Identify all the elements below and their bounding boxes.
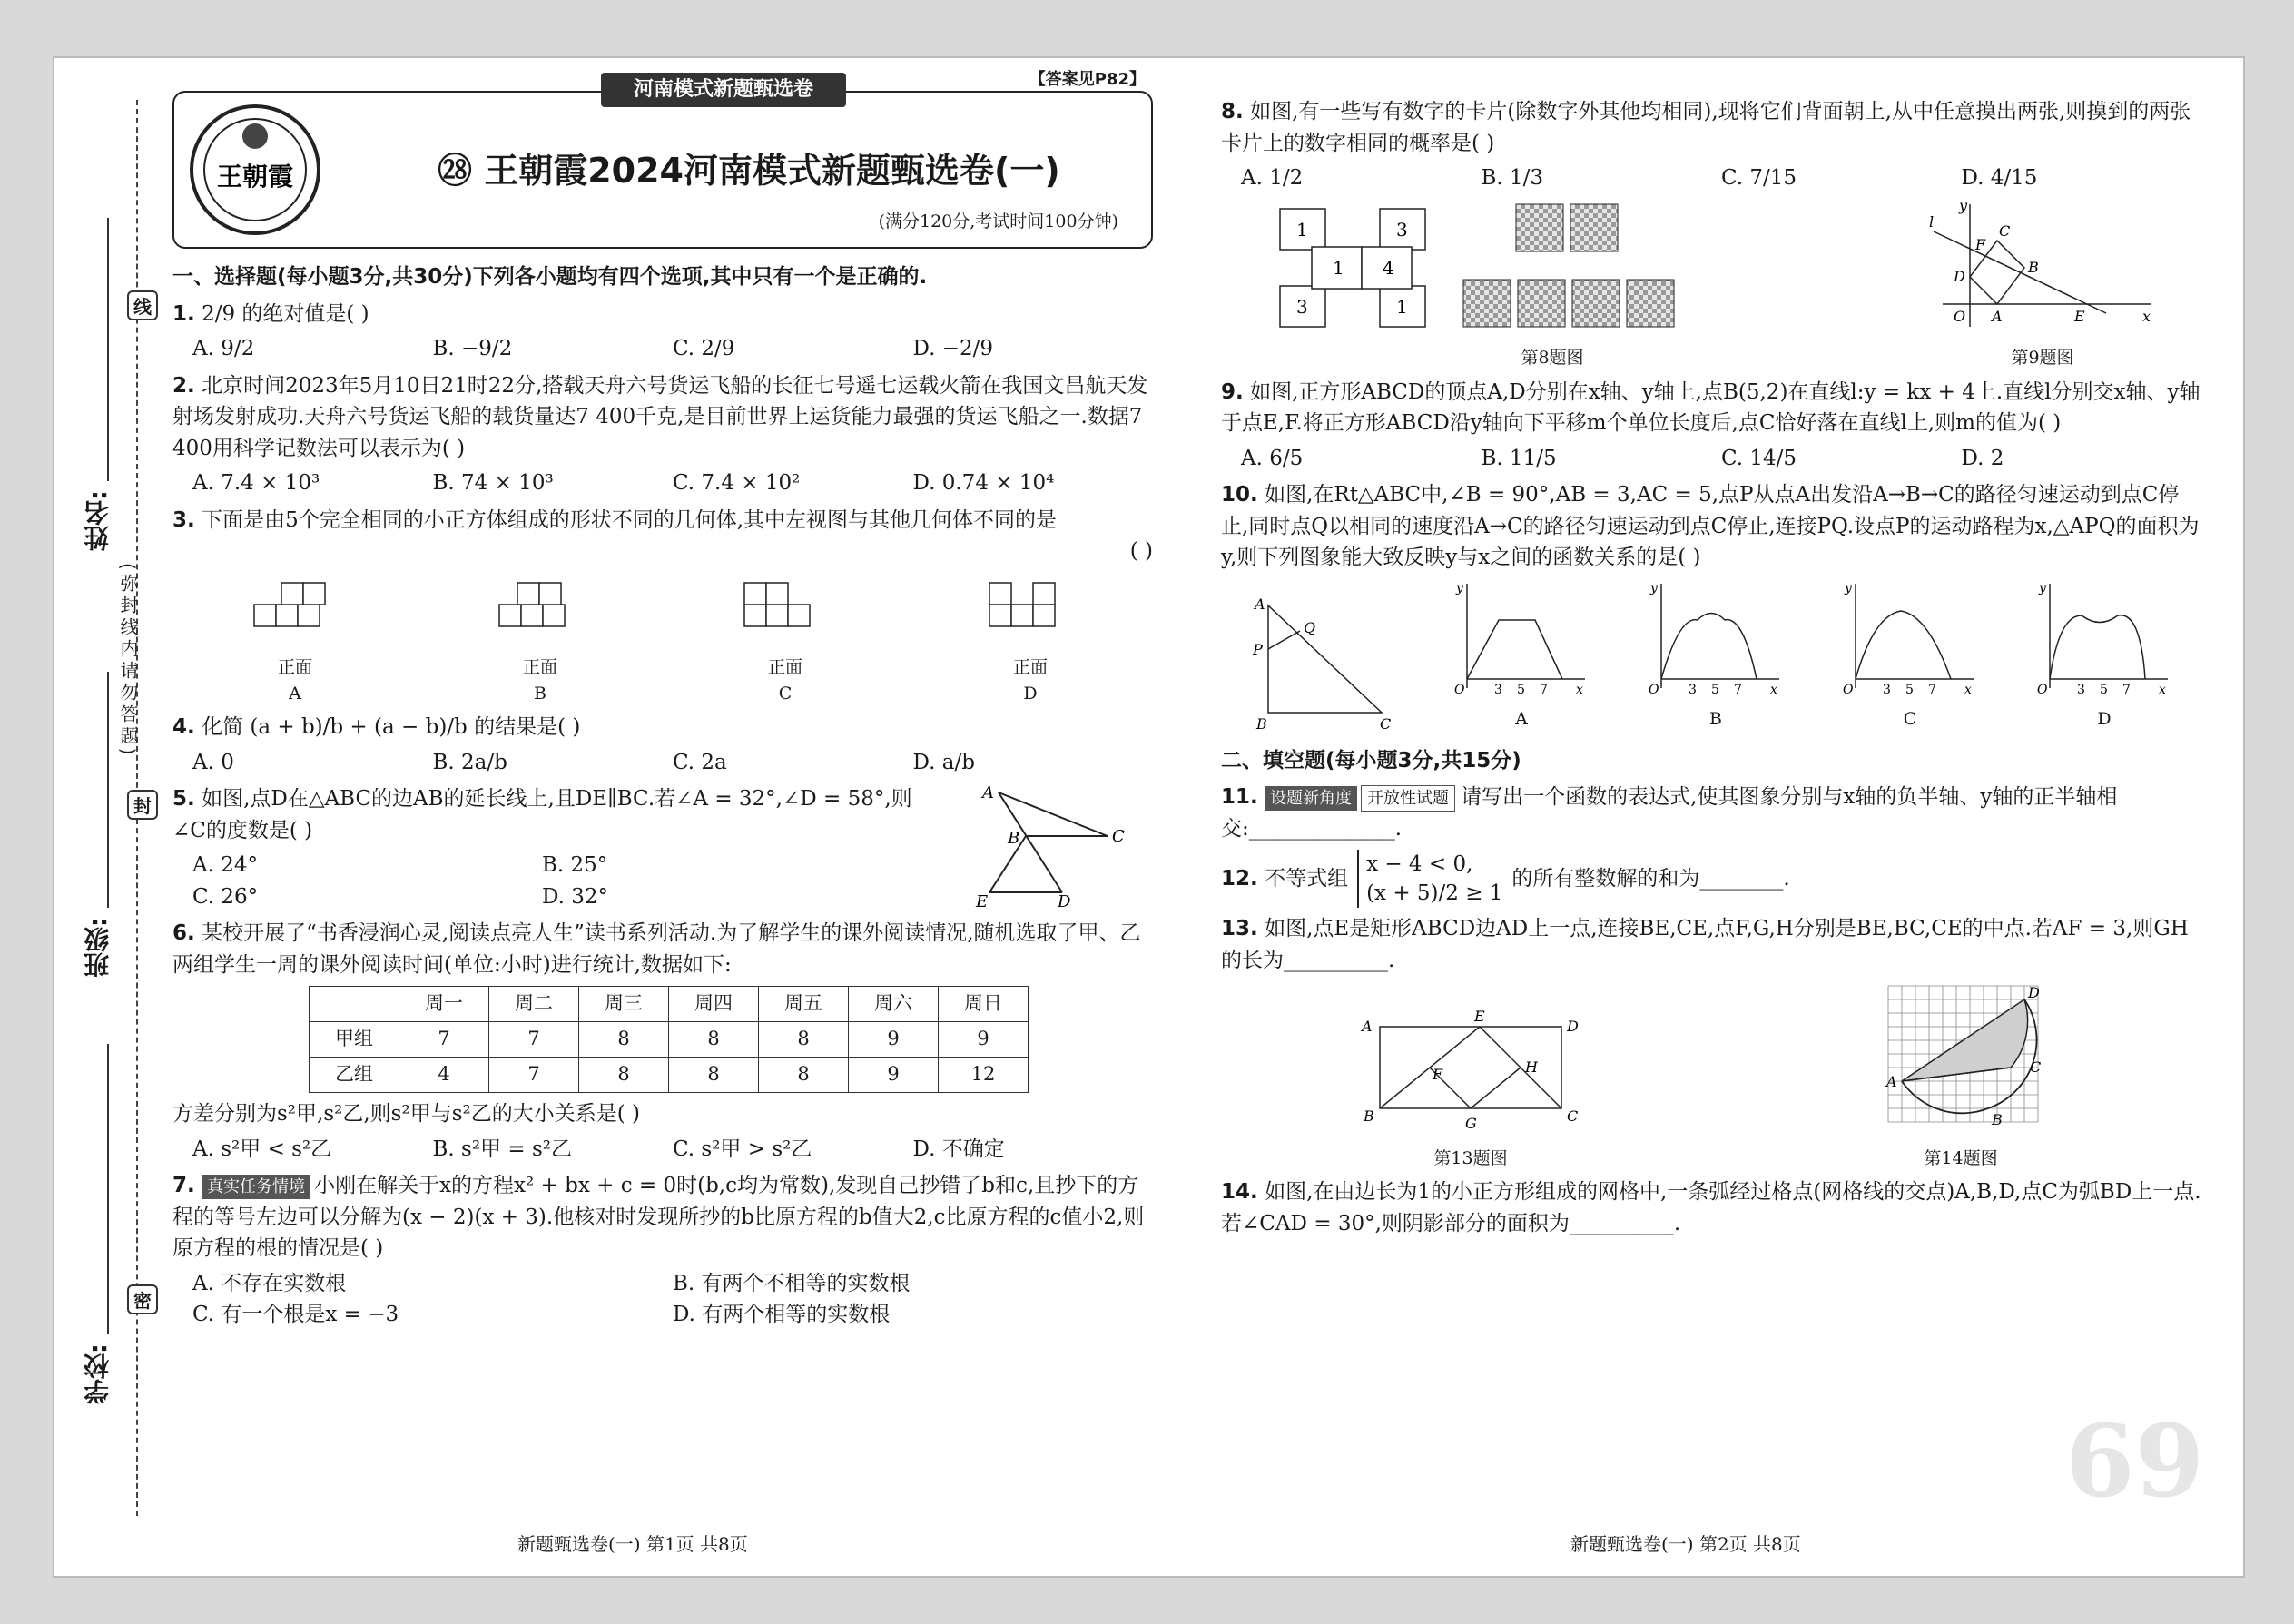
exam-subtitle: (满分120分,考试时间100分钟) (878, 212, 1118, 231)
q13-blank[interactable]: __________. (1284, 948, 1395, 972)
school-label: 学校: (83, 1343, 113, 1405)
svg-text:O: O (1649, 682, 1659, 697)
exam-title: ㉘ 王朝霞2024河南模式新题甄选卷(一) (438, 151, 1060, 191)
svg-text:B: B (1992, 1111, 2003, 1129)
question-3: 3. 下面是由5个完全相同的小正方体组成的形状不同的几何体,其中左视图与其他几何体不同的是 ( ) 正面 A 正面 B 正面 C 正面 D (172, 505, 1153, 707)
svg-text:E: E (2074, 307, 2085, 325)
svg-text:E: E (976, 892, 989, 910)
q9-text: 如图,正方形ABCD的顶点A,D分别在x轴、y轴上,点B(5,2)在直线l:y = kx + 4上.直线l分别交x轴、y轴于点E,F.将正方形ABCD沿y轴向下平移m个单位长度后,点C恰好落在直线l上,则m的值为( ) (1221, 379, 2200, 435)
q1-option-b[interactable]: B. −9/2 (432, 337, 513, 360)
q9-figure (1925, 200, 2161, 371)
school-field[interactable] (107, 1044, 109, 1334)
q4-options (192, 747, 1153, 779)
q12-inequality-2: (x + 5)/2 ≥ 1 (1366, 881, 1503, 906)
q12-inequality-1: x − 4 < 0, (1366, 852, 1473, 876)
q7-text: 小刚在解关于x的方程x² + bx + c = 0时(b,c均为常数),发现自己抄错了b和c,且抄下的方程的等号左边可以分解为(x − 2)(x + 3).他核对时发现所抄的b比原方程的b值大2,c比原方程的c值小2,则原方程的根的情况是( ) (172, 1174, 1145, 1260)
q2-option-d[interactable]: D. 0.74 × 10⁴ (912, 471, 1055, 495)
svg-text:y: y (1456, 580, 1463, 595)
svg-text:A: A (1362, 1018, 1373, 1036)
svg-text:D: D (1058, 892, 1071, 910)
svg-text:H: H (1525, 1058, 1538, 1077)
binding-warning: (弥封线内请勿答题) (117, 563, 139, 759)
svg-text:B: B (1256, 714, 1267, 733)
question-5: 5. 如图,点D在△ABC的边AB的延长线上,且DE∥BC.若∠A = 32°,∠D = 58°,则∠C的度数是( ) A. 24° B. 25° C. 26° D. 32° A B C E D (172, 783, 1153, 912)
q13-caption: 第13题图 (1433, 1147, 1508, 1168)
svg-text:5: 5 (1517, 682, 1525, 697)
right-footer: 新题甄选卷(一) 第2页 共8页 (1570, 1533, 1801, 1555)
q8-options (1241, 162, 2201, 194)
q2-text: 北京时间2023年5月10日21时22分,搭载天舟六号货运飞船的长征七号遥七运载火箭在我国文昌航天发射场发射成功.天舟六号货运飞船的载货量达7 400千克,是目前世界上运货能力最强的货运飞船之一.数据7 400用科学记数法可以表示为( ) (172, 373, 1148, 460)
svg-text:x: x (1964, 682, 1972, 697)
svg-text:x: x (1576, 682, 1583, 697)
q14-text: 如图,在由边长为1的小正方形组成的网格中,一条弧经过格点(网格线的交点)A,B,D,点C为弧BD上一点.若∠CAD = 30°,则阴影部分的面积为 (1221, 1180, 2201, 1235)
q8-q9-figures (1221, 200, 2201, 371)
q8-text: 如图,有一些写有数字的卡片(除数字外其他均相同),现将它们背面朝上,从中任意摸出两张,则摸到的两张卡片上的数字相同的概率是( ) (1221, 100, 2191, 155)
question-8: 8. 如图,有一些写有数字的卡片(除数字外其他均相同),现将它们背面朝上,从中任意摸出两张,则摸到的两张卡片上的数字相同的概率是( ) A. 1/2 B. 1/3 C. 7/15 D. 4/15 (1221, 96, 2201, 194)
q1-text: 2/9 的绝对值是( ) (202, 301, 369, 326)
q1-option-c[interactable]: C. 2/9 (673, 337, 735, 360)
svg-text:l: l (1929, 212, 1935, 231)
question-9: 9. 如图,正方形ABCD的顶点A,D分别在x轴、y轴上,点B(5,2)在直线l:y = kx + 4上.直线l分别交x轴、y轴于点E,F.将正方形ABCD沿y轴向下平移m个单位长度后,点C恰好落在直线l上,则m的值为( ) A. 6/5 B. 11/5 C. 14/5 D. 2 (1221, 377, 2201, 475)
answer-reference: 【答案见P82】 (1029, 70, 1146, 89)
q6-after-text: 方差分别为s²甲,s²乙,则s²甲与s²乙的大小关系是( ) (172, 1102, 640, 1126)
q10-graph-c[interactable]: y O 3 5 7 x C (1843, 580, 1972, 729)
q4-option-c[interactable]: C. 2a (673, 750, 727, 774)
q10-graph-b[interactable]: y O 3 5 7 x B (1649, 580, 1777, 729)
question-2: 2. 北京时间2023年5月10日21时22分,搭载天舟六号货运飞船的长征七号遥七运载火箭在我国文昌航天发射场发射成功.天舟六号货运飞船的载货量达7 400千克,是目前世界上运货能力最强的货运飞船之一.数据7 400用科学记数法可以表示为( ) A. 7.4 × 10³ B. 74 × 10³ C. 7.4 × 10² D. 0.74 × 10⁴ (172, 370, 1153, 499)
q5-text: 如图,点D在△ABC的边AB的延长线上,且DE∥BC.若∠A = 32°,∠D = 58°,则∠C的度数是( ) (172, 787, 912, 842)
q6-option-c[interactable]: C. s²甲 > s²乙 (673, 1137, 812, 1161)
q5-figure (971, 783, 1153, 910)
page-number-watermark: 69 (2065, 1403, 2205, 1520)
q4-option-a[interactable]: A. 0 (192, 750, 234, 774)
q7-option-d[interactable]: D. 有两个相等的实数根 (673, 1303, 891, 1326)
q11-tag-1: 设题新角度 (1265, 786, 1357, 811)
q3-front-label: 正面 (277, 657, 312, 677)
svg-text:y: y (1959, 199, 1968, 214)
svg-text:1: 1 (1296, 218, 1308, 241)
q1-option-a[interactable]: A. 9/2 (192, 337, 255, 360)
table-row: 甲组 7 7 8 8 8 9 9 (310, 1022, 1029, 1058)
q1-option-d[interactable]: D. −2/9 (912, 337, 994, 360)
svg-text:D: D (2028, 984, 2040, 1002)
svg-text:Q: Q (1304, 618, 1316, 636)
q8-caption: 第8题图 (1521, 348, 1584, 368)
table-row: 乙组 4 7 8 8 8 9 12 (310, 1058, 1029, 1093)
q3-paren: ( ) (1129, 539, 1153, 563)
exam-banner (172, 70, 1153, 249)
q5-option-c[interactable]: C. 26° (192, 884, 259, 909)
q7-option-a[interactable]: A. 不存在实数根 (192, 1271, 347, 1295)
svg-text:3: 3 (1883, 682, 1891, 697)
q6-option-b[interactable]: B. s²甲 = s²乙 (432, 1137, 572, 1161)
svg-text:5: 5 (1711, 682, 1719, 697)
q7-option-c[interactable]: C. 有一个根是x = −3 (192, 1303, 399, 1326)
q2-option-a[interactable]: A. 7.4 × 10³ (192, 471, 320, 495)
svg-text:x: x (1770, 682, 1777, 697)
q7-option-b[interactable]: B. 有两个不相等的实数根 (673, 1271, 911, 1295)
q14-caption: 第14题图 (1924, 1147, 1998, 1168)
banner-ribbon: 河南模式新题甄选卷 (601, 73, 846, 107)
q10-triangle (1245, 596, 1400, 733)
svg-text:x: x (2142, 307, 2151, 325)
svg-text:A: A (1255, 595, 1265, 613)
binding-mark-line: 线 (127, 290, 158, 320)
q3-figures (172, 573, 1153, 707)
svg-text:B: B (1364, 1107, 1374, 1126)
question-6: 6. 某校开展了“书香浸润心灵,阅读点亮人生”读书系列活动.为了解学生的课外阅读情况,随机选取了甲、乙两组学生一周的课外阅读时间(单位:小时)进行统计,数据如下: 周一 周二 周三 周四 周五 周六 周日 甲组 7 7 8 8 8 9 9 乙组 4 7 8 8 8 9 12 方差分别为s²甲,s²乙,则s²甲与s²乙的大小关系是( ) A. s²甲 < s²乙 B. s²甲 = s²乙 C. s²甲 > s²乙 D. 不确定 (172, 918, 1153, 1165)
section-2-heading: 二、填空题(每小题3分,共15分) (1221, 748, 1521, 773)
svg-text:3: 3 (1296, 295, 1308, 318)
svg-text:O: O (2037, 682, 2048, 697)
q9-option-a[interactable]: A. 6/5 (1241, 446, 1304, 470)
question-7: 7. 真实任务情境 小刚在解关于x的方程x² + bx + c = 0时(b,c均为常数),发现自己抄错了b和c,且抄下的方程的等号左边可以分解为(x − 2)(x + 3).他核对时发现所抄的b比原方程的b值大2,c比原方程的c值小2,则原方程的根的情况是( ) A. 不存在实数根 B. 有两个不相等的实数根 C. 有一个根是x = −3 D. 有两个相等的实数根 (172, 1170, 1153, 1331)
q13-text: 如图,点E是矩形ABCD边AD上一点,连接BE,CE,点F,G,H分别是BE,BC,CE的中点.若AF = 3,则GH的长为 (1221, 917, 2189, 972)
svg-text:C: C (1112, 827, 1125, 846)
svg-text:D: D (1567, 1018, 1579, 1036)
svg-text:G: G (1465, 1115, 1477, 1133)
svg-text:P: P (1253, 640, 1263, 658)
svg-text:7: 7 (1734, 682, 1742, 697)
q14-blank[interactable]: __________. (1569, 1211, 1681, 1235)
q14-figure (1852, 981, 2070, 1171)
left-column (172, 70, 1153, 1336)
q2-option-c[interactable]: C. 7.4 × 10² (673, 471, 801, 495)
svg-text:C: C (2030, 1058, 2042, 1077)
svg-text:3: 3 (1689, 682, 1697, 697)
svg-text:y: y (2039, 580, 2046, 595)
svg-text:A: A (1992, 307, 2003, 325)
q8-figure (1262, 200, 1843, 371)
q3-figure-d[interactable]: 正面 D (980, 573, 1080, 707)
question-1: 1. 2/9 的绝对值是( ) A. 9/2 B. −9/2 C. 2/9 D. −2/9 (172, 299, 1153, 365)
q9-option-d[interactable]: D. 2 (1961, 446, 2004, 470)
question-10: 10. 如图,在Rt△ABC中,∠B = 90°,AB = 3,AC = 5,点P从点A出发沿A→B→C的路径匀速运动到点C停止,同时点Q以相同的速度沿A→C的路径匀速运动到点C停止,连接PQ.设点P的运动路程为x,△APQ的面积为y,则下列图象能大致反映y与x之间的函数关系的是( ) A Q P B C y O 3 5 7 x A y O 3 5 7 x B y O 3 5 7 x C y O 3 5 7 x D (1221, 479, 2201, 733)
svg-text:O: O (1843, 682, 1854, 697)
q10-text: 如图,在Rt△ABC中,∠B = 90°,AB = 3,AC = 5,点P从点A出发沿A→B→C的路径匀速运动到点C停止,同时点Q以相同的速度沿A→C的路径匀速运动到点C停止,连接PQ.设点P的运动路程为x,△APQ的面积为y,则下列图象能大致反映y与x之间的函数关系的是( ) (1221, 483, 2200, 569)
svg-text:3: 3 (1396, 218, 1408, 241)
svg-text:A: A (982, 783, 994, 802)
q9-option-c[interactable]: C. 14/5 (1721, 446, 1797, 470)
q5-option-b[interactable]: B. 25° (542, 853, 608, 877)
svg-text:7: 7 (2122, 682, 2131, 697)
binding-mark-seal: 封 (127, 790, 158, 820)
q7-options (192, 1268, 1153, 1331)
q3-figure-a[interactable]: 正面 A (245, 573, 345, 707)
svg-text:O: O (1954, 307, 1966, 325)
question-11: 11. 设题新角度 开放性试题 请写出一个函数的表达式,使其图象分别与x轴的负半轴、y轴的正半轴相交:______________. (1221, 785, 2118, 841)
q6-options (192, 1134, 1153, 1166)
svg-text:B: B (1008, 829, 1020, 848)
svg-text:C: C (1380, 714, 1392, 733)
question-13: 13. 如图,点E是矩形ABCD边AD上一点,连接BE,CE,点F,G,H分别是BE,BC,CE的中点.若AF = 3,则GH的长为__________. (1221, 917, 2189, 972)
svg-text:y: y (1845, 580, 1852, 595)
q7-tag: 真实任务情境 (202, 1175, 310, 1199)
question-4: 4. 化简 (a + b)/b + (a − b)/b 的结果是( ) A. 0 B. 2a/b C. 2a D. a/b (172, 712, 1153, 778)
q12-blank[interactable]: ________. (1699, 866, 1790, 891)
q4-text: 化简 (a + b)/b + (a − b)/b 的结果是( ) (202, 715, 581, 739)
left-footer: 新题甄选卷(一) 第1页 共8页 (517, 1533, 748, 1555)
svg-text:5: 5 (1905, 682, 1914, 697)
svg-text:1: 1 (1333, 256, 1344, 279)
q8-option-a[interactable]: A. 1/2 (1241, 166, 1304, 190)
svg-text:F: F (1975, 235, 1986, 253)
svg-text:x: x (2159, 682, 2166, 697)
q11-blank[interactable]: ______________. (1248, 816, 1403, 841)
svg-text:7: 7 (1928, 682, 1936, 697)
q3-figure-c[interactable]: 正面 C (735, 573, 835, 707)
q10-figures (1221, 579, 2201, 733)
q2-option-b[interactable]: B. 74 × 10³ (432, 471, 554, 495)
class-field[interactable] (107, 672, 109, 908)
name-field[interactable] (107, 218, 109, 481)
svg-text:3: 3 (2077, 682, 2085, 697)
q11-text: 请写出一个函数的表达式,使其图象分别与x轴的负半轴、y轴的正半轴相交: (1221, 785, 2118, 841)
q9-option-b[interactable]: B. 11/5 (1481, 446, 1557, 470)
svg-text:B: B (2028, 258, 2039, 276)
q3-figure-b[interactable]: 正面 B (490, 573, 590, 707)
section-1-heading: 一、选择题(每小题3分,共30分)下列各小题均有四个选项,其中只有一个是正确的. (172, 265, 928, 289)
logo-text: 王朝霞 (216, 162, 294, 192)
q1-options (192, 333, 1153, 365)
q8-option-c[interactable]: C. 7/15 (1721, 166, 1797, 190)
q6-table (309, 986, 1029, 1093)
svg-text:C: C (1567, 1107, 1579, 1126)
question-12: 12. 不等式组 x − 4 < 0, (x + 5)/2 ≥ 1 的所有整数解的和为 ________. (1221, 850, 2201, 908)
right-column (1221, 91, 2201, 1245)
q10-graph-d[interactable]: y O 3 5 7 x D (2037, 580, 2166, 729)
svg-text:y: y (1650, 580, 1658, 595)
binding-mark-secret: 密 (127, 1284, 158, 1314)
question-14: 14. 如图,在由边长为1的小正方形组成的网格中,一条弧经过格点(网格线的交点)A,B,D,点C为弧BD上一点.若∠CAD = 30°,则阴影部分的面积为__________. (1221, 1180, 2201, 1235)
svg-text:A: A (1886, 1073, 1897, 1091)
q8-option-d[interactable]: D. 4/15 (1961, 166, 2038, 190)
class-label: 班级: (83, 917, 113, 979)
svg-text:4: 4 (1383, 256, 1394, 279)
q9-caption: 第9题图 (2011, 348, 2074, 368)
q13-q14-figures (1221, 981, 2201, 1171)
q5-option-d[interactable]: D. 32° (542, 884, 609, 909)
q11-tag-2: 开放性试题 (1361, 785, 1455, 812)
q4-option-d[interactable]: D. a/b (912, 750, 975, 774)
q6-text: 某校开展了“书香浸润心灵,阅读点亮人生”读书系列活动.为了解学生的课外阅读情况,随机选取了甲、乙两组学生一周的课外阅读时间(单位:小时)进行统计,数据如下: (172, 921, 1141, 977)
q5-options (192, 850, 891, 912)
name-label: 姓名: (83, 490, 113, 552)
svg-text:O: O (1454, 682, 1465, 697)
q5-option-a[interactable]: A. 24° (192, 853, 258, 877)
svg-text:D: D (1954, 267, 1965, 285)
q6-option-a[interactable]: A. s²甲 < s²乙 (192, 1137, 332, 1161)
q2-options (192, 468, 1153, 499)
q9-options (1241, 443, 2201, 475)
svg-text:C: C (1999, 221, 2011, 240)
svg-text:1: 1 (1396, 295, 1408, 318)
svg-text:5: 5 (2100, 682, 2108, 697)
svg-text:F: F (1433, 1066, 1443, 1084)
q3-text: 下面是由5个完全相同的小正方体组成的形状不同的几何体,其中左视图与其他几何体不同的是 (202, 507, 1058, 532)
table-header-row: 周一 周二 周三 周四 周五 周六 周日 (310, 987, 1029, 1022)
svg-text:E: E (1474, 1009, 1485, 1026)
q8-option-b[interactable]: B. 1/3 (1481, 166, 1544, 190)
svg-text:3: 3 (1494, 682, 1502, 697)
q4-option-b[interactable]: B. 2a/b (432, 750, 507, 774)
svg-text:7: 7 (1540, 682, 1548, 697)
q6-option-d[interactable]: D. 不确定 (912, 1137, 1005, 1161)
q10-graph-a[interactable]: y O 3 5 7 x A (1454, 580, 1583, 729)
publisher-logo (187, 102, 323, 238)
q13-figure (1353, 1009, 1589, 1171)
